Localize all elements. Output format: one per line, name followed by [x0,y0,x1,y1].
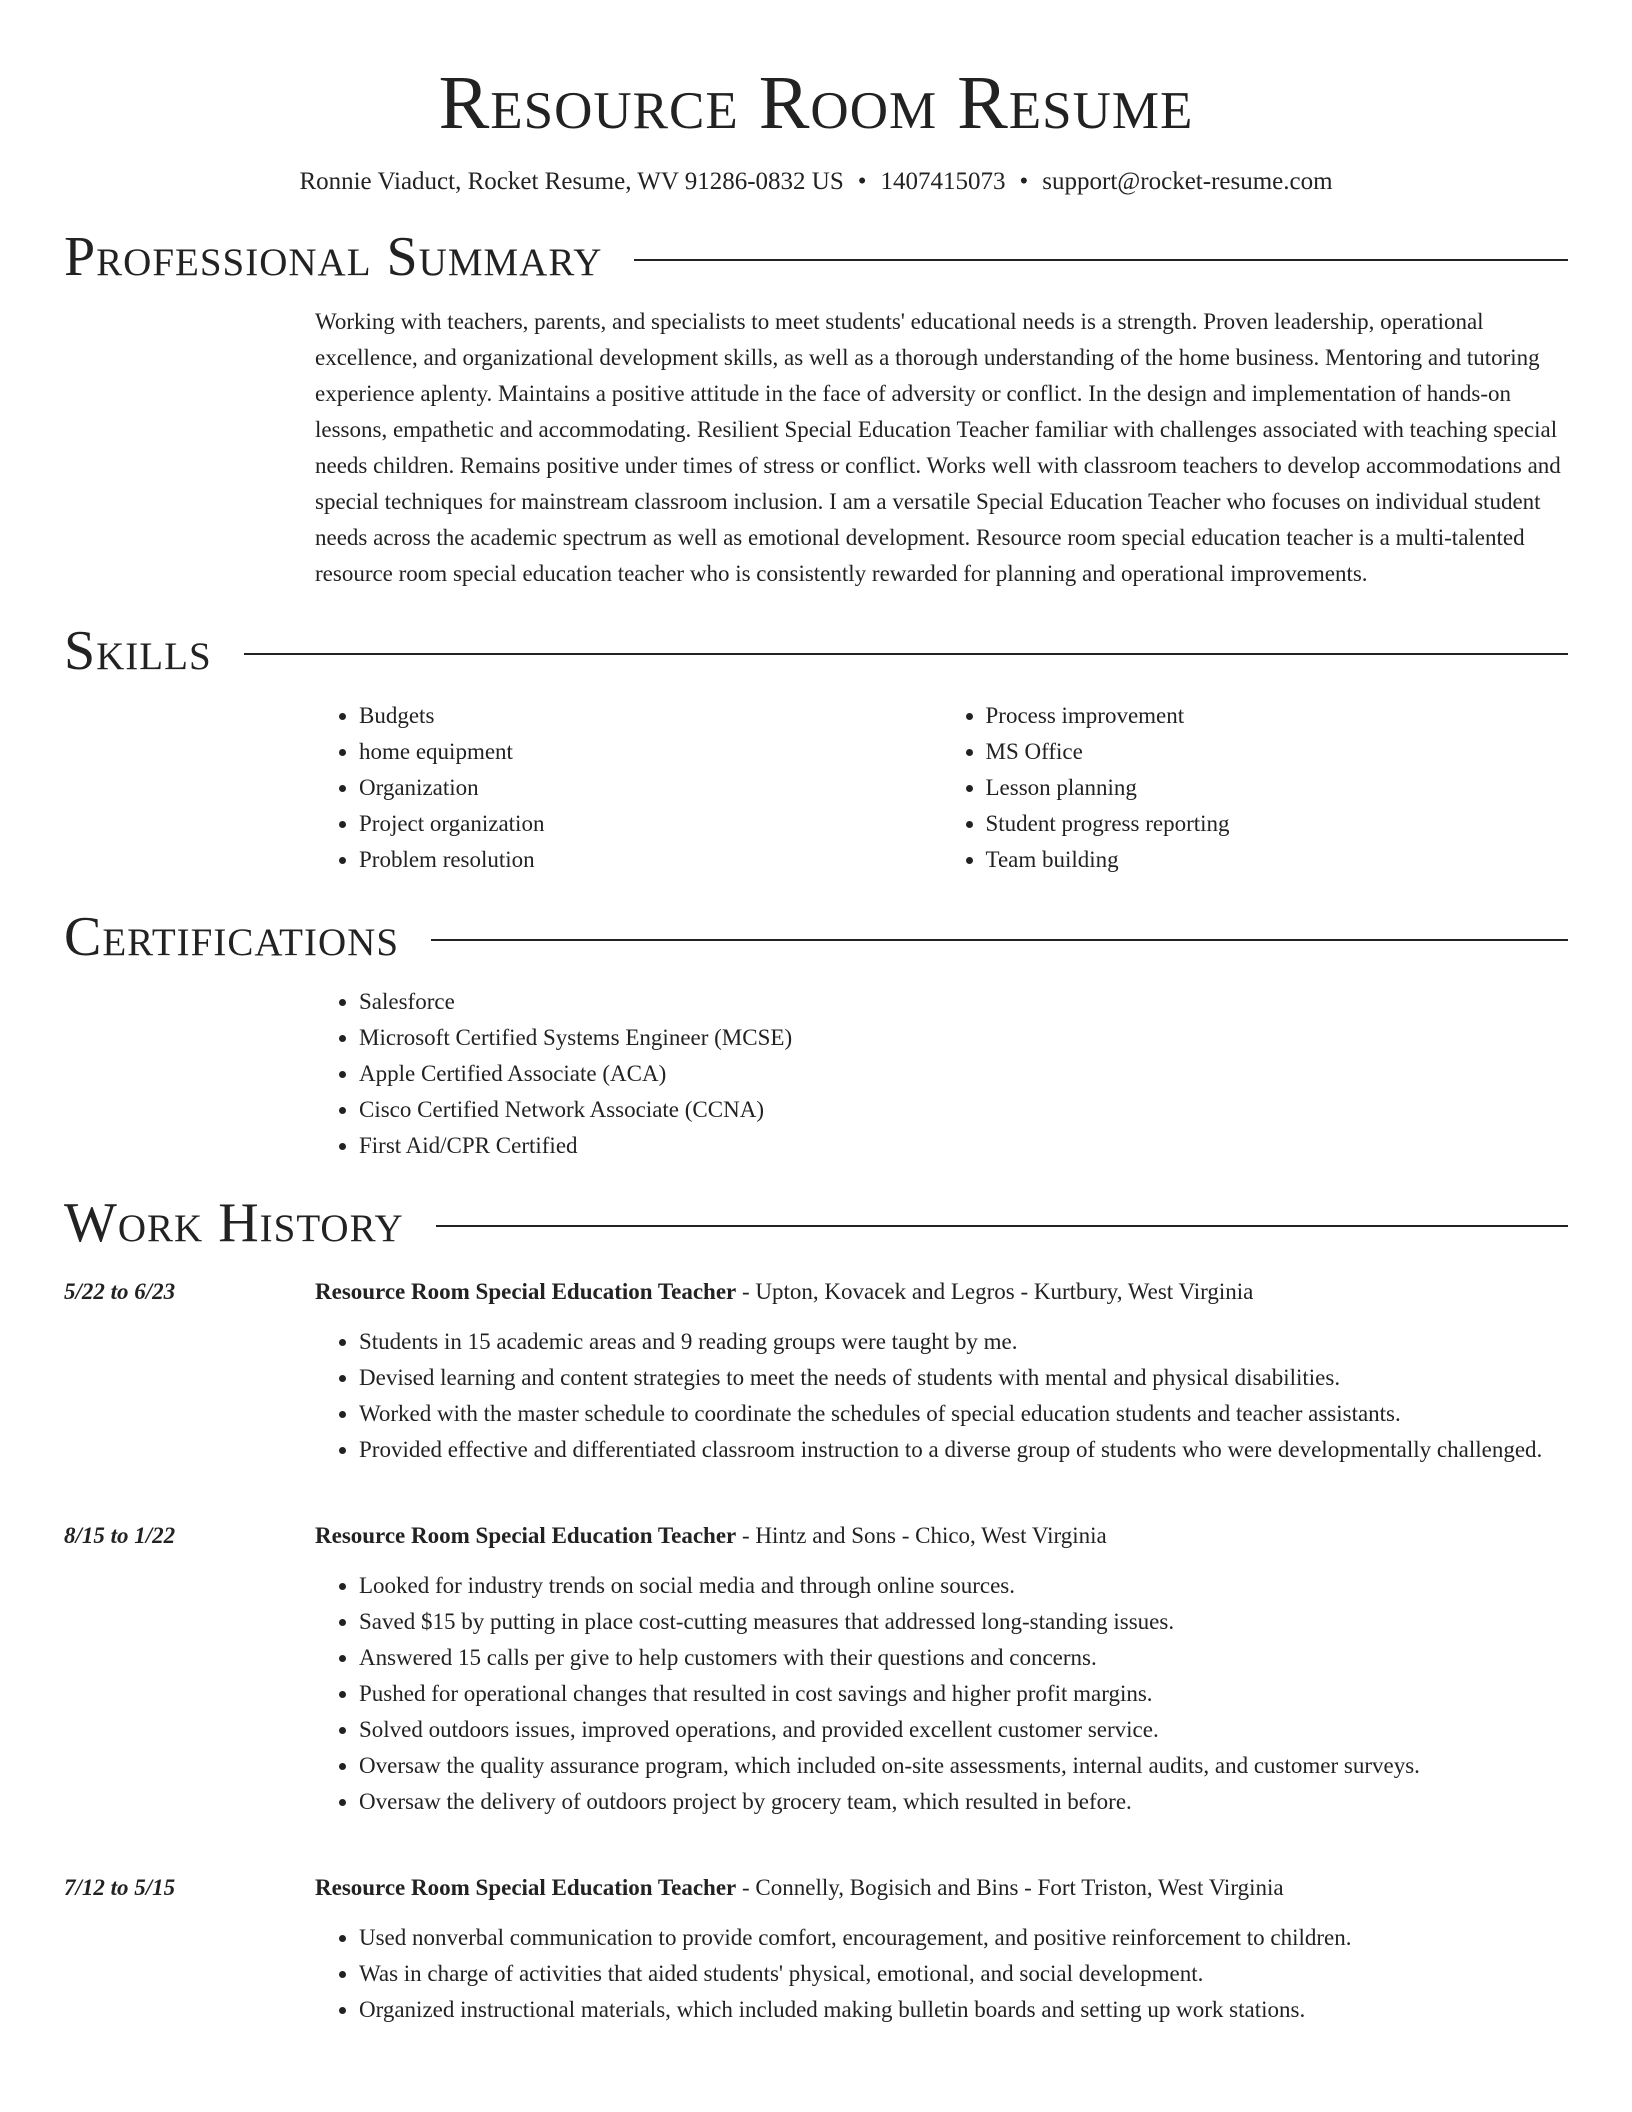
job-bullets [315,1568,1568,1820]
job-header [315,1274,1568,1310]
job-bullet: • Oversaw the quality assurance program, which included on-site assessments, internal audits, and customer surveys. [359,1748,1568,1784]
job-position: Resource Room Special Education Teacher [315,1279,737,1304]
certification-item: • Salesforce [359,984,1568,1020]
skills-list-right [942,698,1569,878]
job-position: Resource Room Special Education Teacher [315,1523,737,1548]
section-divider [431,939,1568,941]
job-bullet: • Worked with the master schedule to coordinate the schedules of special education students and teacher assistants. [359,1396,1568,1432]
job-bullet: • Used nonverbal communication to provide comfort, encouragement, and positive reinforcement to children. [359,1920,1568,1956]
contact-separator: • [1019,168,1029,195]
skills-header [64,616,1568,686]
skill-item: • MS Office [986,734,1569,770]
summary-text: Working with teachers, parents, and specialists to meet students' educational needs is a strength. Proven leadership, operational excellence, and organizational development skills, as well as a thorough understanding of the home business. Mentoring and tutoring experience aplenty. Maintains a positive attitude in the face of adversity or conflict. In the design and implementation of hands-on lessons, empathetic and accommodating. Resilient Special Education Teacher familiar with challenges associated with teaching special needs children. Remains positive under times of stress or conflict. Works well with classroom teachers to develop accommodations and special techniques for mainstream classroom inclusion. I am a versatile Special Education Teacher who focuses on individual student needs across the academic spectrum as well as emotional development. Resource room special education teacher is a multi-talented resource room special education teacher who is consistently rewarded for planning and operational improvements. [315,309,1561,586]
summary-section [64,222,1568,592]
job-company: - Upton, Kovacek and Legros - Kurtbury, West Virginia [736,1279,1254,1304]
section-divider [436,1225,1568,1227]
summary-body [315,304,1568,592]
summary-header [64,222,1568,292]
job-bullets [315,1920,1568,2028]
resume-title: Resource Room Resume [438,61,1194,145]
job-bullet: • Organized instructional materials, which included making bulletin boards and setting up work stations. [359,1992,1568,2028]
skills-body [315,698,1568,878]
certification-item: • Apple Certified Associate (ACA) [359,1056,1568,1092]
certification-item: • Cisco Certified Network Associate (CCNA) [359,1092,1568,1128]
skill-item: • Lesson planning [986,770,1569,806]
certifications-body [315,984,1568,1164]
job-dates: 8/15 to 1/22 [64,1523,176,1548]
summary-heading: Professional Summary [64,226,603,288]
certifications-header [64,902,1568,972]
skill-item: • Organization [359,770,942,806]
work-history-list [64,1274,1568,2062]
job-bullet: • Pushed for operational changes that resulted in cost savings and higher profit margins. [359,1676,1568,1712]
job-bullet: • Answered 15 calls per give to help customers with their questions and concerns. [359,1640,1568,1676]
skill-item: • Team building [986,842,1569,878]
job-entry [64,1870,1568,2062]
work-history-section [64,1188,1568,2062]
job-bullet: • Provided effective and differentiated classroom instruction to a diverse group of students who were developmentally challenged. [359,1432,1568,1468]
certification-item: • Microsoft Certified Systems Engineer (MCSE) [359,1020,1568,1056]
job-bullet: • Looked for industry trends on social media and through online sources. [359,1568,1568,1604]
work-history-heading: Work History [64,1192,404,1254]
job-company: - Connelly, Bogisich and Bins - Fort Triston, West Virginia [736,1875,1284,1900]
skill-item: • Process improvement [986,698,1569,734]
skill-item: • Student progress reporting [986,806,1569,842]
skills-list-left [315,698,942,878]
contact-separator: • [857,168,867,195]
job-position: Resource Room Special Education Teacher [315,1875,737,1900]
section-divider [634,259,1568,261]
skill-item: • home equipment [359,734,942,770]
job-dates: 7/12 to 5/15 [64,1875,176,1900]
job-bullet: • Oversaw the delivery of outdoors project by grocery team, which resulted in before. [359,1784,1568,1820]
skills-heading: Skills [64,620,212,682]
work-history-header [64,1188,1568,1258]
job-bullet: • Saved $15 by putting in place cost-cutting measures that addressed long-standing issues. [359,1604,1568,1640]
job-entry [64,1274,1568,1502]
job-bullet: • Solved outdoors issues, improved operations, and provided excellent customer service. [359,1712,1568,1748]
skill-item: • Project organization [359,806,942,842]
certification-item: • First Aid/CPR Certified [359,1128,1568,1164]
job-entry [64,1518,1568,1854]
contact-email: support@rocket-resume.com [1042,168,1333,195]
job-details [315,1870,1568,2062]
resume-page [64,0,1568,2062]
skills-section [64,616,1568,878]
job-bullet: • Devised learning and content strategies to meet the needs of students with mental and physical disabilities. [359,1360,1568,1396]
contact-phone: 1407415073 [880,168,1006,195]
certifications-list [315,984,1568,1164]
job-bullet: • Was in charge of activities that aided students' physical, emotional, and social development. [359,1956,1568,1992]
job-bullet: • Students in 15 academic areas and 9 reading groups were taught by me. [359,1324,1568,1360]
section-divider [244,653,1568,655]
job-dates: 5/22 to 6/23 [64,1279,176,1304]
skill-item: • Budgets [359,698,942,734]
certifications-heading: Certifications [64,906,400,968]
contact-address: Ronnie Viaduct, Rocket Resume, WV 91286-0832 US [299,168,844,195]
job-details [315,1274,1568,1502]
job-details [315,1518,1568,1854]
certifications-section [64,902,1568,1164]
skill-item: • Problem resolution [359,842,942,878]
job-bullets [315,1324,1568,1468]
job-company: - Hintz and Sons - Chico, West Virginia [736,1523,1107,1548]
contact-line [64,166,1568,198]
job-header [315,1518,1568,1554]
job-header [315,1870,1568,1906]
